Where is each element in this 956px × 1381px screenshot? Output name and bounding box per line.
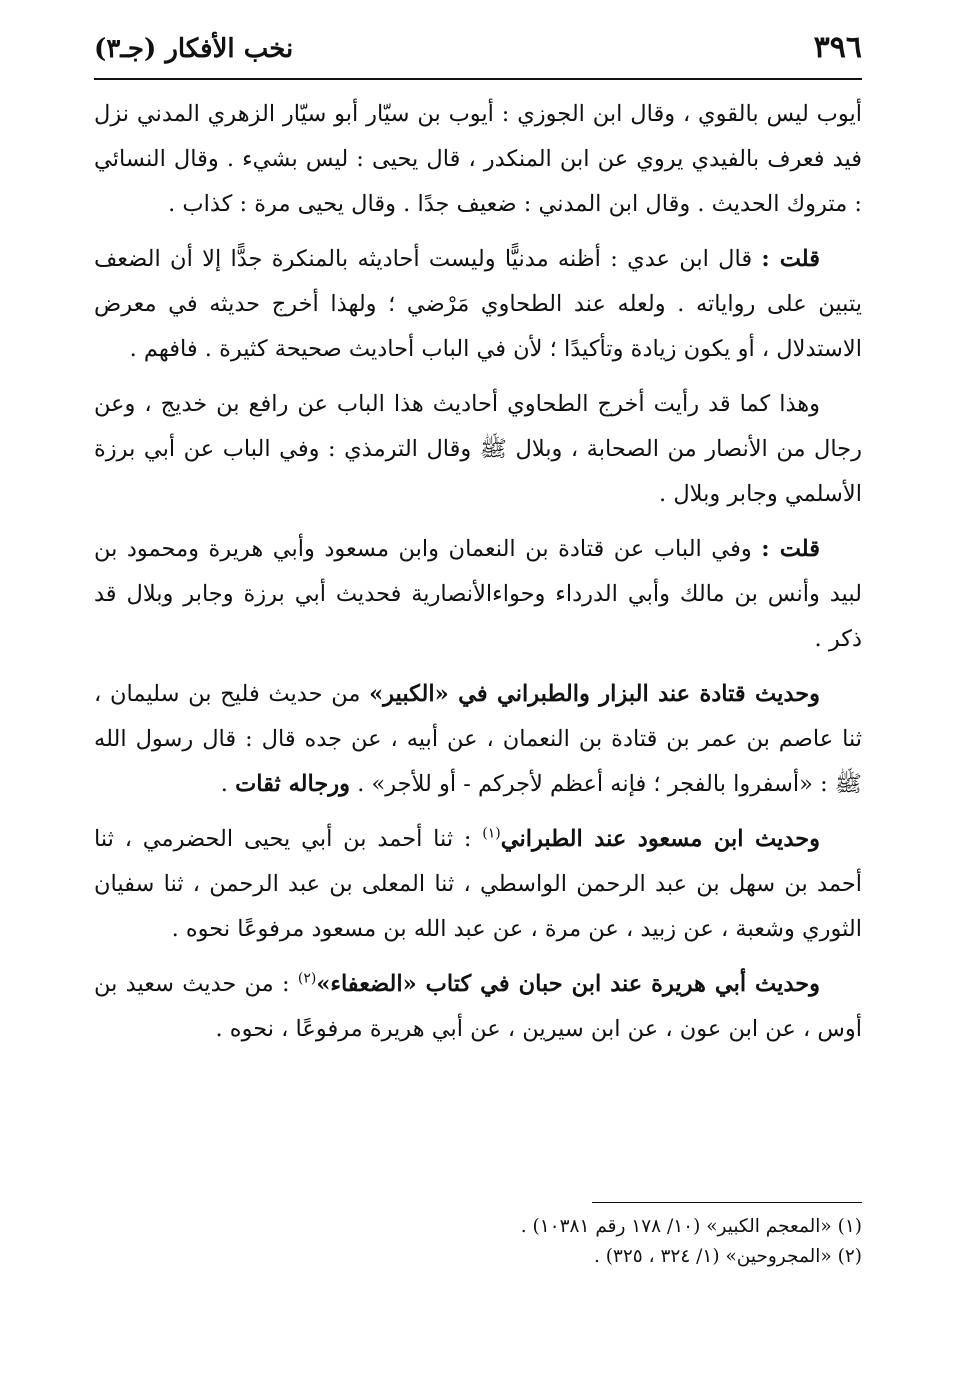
- footnote-2: (٢) «المجروحين» (١/ ٣٢٤ ، ٣٢٥) .: [593, 1246, 862, 1267]
- footnote-divider: [592, 1202, 862, 1203]
- main-text: [94, 92, 862, 1062]
- footnotes: [94, 1212, 862, 1272]
- paragraph-5-lead: وحديث قتادة عند البزار والطبراني في «الكبير»: [369, 681, 820, 707]
- footnote-1: (١) «المعجم الكبير» (١٠/ ١٧٨ رقم ١٠٣٨١) .: [520, 1216, 862, 1237]
- paragraph-3: [94, 382, 862, 517]
- paragraph-4-lead: قلت :: [761, 536, 820, 562]
- paragraph-7: [94, 962, 862, 1052]
- paragraph-7-text: : من حديث سعيد بن أوس ، عن ابن عون ، عن ابن سيرين ، عن أبي هريرة مرفوعًا ، نحوه .: [94, 971, 862, 1042]
- paragraph-1-text: أيوب ليس بالقوي ، وقال ابن الجوزي : أيوب بن سيّار أبو سيّار الزهري المدني نزل فيد فعرف بالفيدي يروي عن ابن المنكدر ، قال يحيى : ليس بشيء . وقال النسائي : متروك الحديث . وقال ابن المدني : ضعيف جدًا . وقال يحيى مرة : كذاب .: [94, 101, 862, 217]
- paragraph-2-text: قال ابن عدي : أظنه مدنيًّا وليست أحاديثه بالمنكرة جدًّا إلا أن الضعف يتبين على رواياته . ولعله عند الطحاوي مَرْضي ؛ ولهذا أخرج حديثه في معرض الاستدلال ، أو يكون زيادة وتأكيدًا ؛ لأن في الباب أحاديث صحيحة كثيرة . فافهم .: [94, 246, 862, 362]
- paragraph-4-text: وفي الباب عن قتادة بن النعمان وابن مسعود وأبي هريرة ومحمود بن لبيد وأنس بن مالك وأبي الدرداء وحواءالأنصارية فحديث أبي برزة وجابر وبلال قد ذكر .: [94, 536, 862, 652]
- paragraph-3-text: وهذا كما قد رأيت أخرج الطحاوي أحاديث هذا الباب عن رافع بن خديج ، وعن رجال من الأنصار من الصحابة ، وبلال ﷺ وقال الترمذي : وفي الباب عن أبي برزة الأسلمي وجابر وبلال .: [94, 391, 862, 507]
- page-number: ٣٩٦: [813, 30, 862, 65]
- paragraph-2: [94, 237, 862, 372]
- paragraph-5-end: .: [220, 771, 236, 797]
- paragraph-6-text: : ثنا أحمد بن أبي يحيى الحضرمي ، ثنا أحمد بن سهل بن عبد الرحمن الواسطي ، ثنا المعلى بن عبد الرحمن ، ثنا سفيان الثوري وشعبة ، عن زبيد ، عن مرة ، عن عبد الله بن مسعود مرفوعًا نحوه .: [94, 826, 862, 942]
- footnote-ref-1[interactable]: (١): [482, 825, 501, 842]
- paragraph-1: [94, 92, 862, 227]
- paragraph-4: [94, 527, 862, 662]
- paragraph-5-verdict: ورجاله ثقات: [235, 771, 351, 797]
- paragraph-6-lead: وحديث ابن مسعود عند الطبراني: [500, 826, 820, 852]
- running-title: نخب الأفكار (جـ٣): [94, 34, 294, 64]
- paragraph-5-text: من حديث فليح بن سليمان ، ثنا عاصم بن عمر بن قتادة بن النعمان ، عن أبيه ، عن جده قال : قال رسول الله ﷺ : «أسفروا بالفجر ؛ فإنه أعظم لأجركم - أو للأجر» .: [94, 681, 862, 797]
- paragraph-6: [94, 817, 862, 952]
- paragraph-5: [94, 672, 862, 807]
- paragraph-2-lead: قلت :: [761, 246, 820, 272]
- page-header: [94, 26, 862, 80]
- footnote-ref-2[interactable]: (٢): [297, 970, 317, 987]
- paragraph-7-lead: وحديث أبي هريرة عند ابن حبان في كتاب «الضعفاء»: [316, 971, 821, 997]
